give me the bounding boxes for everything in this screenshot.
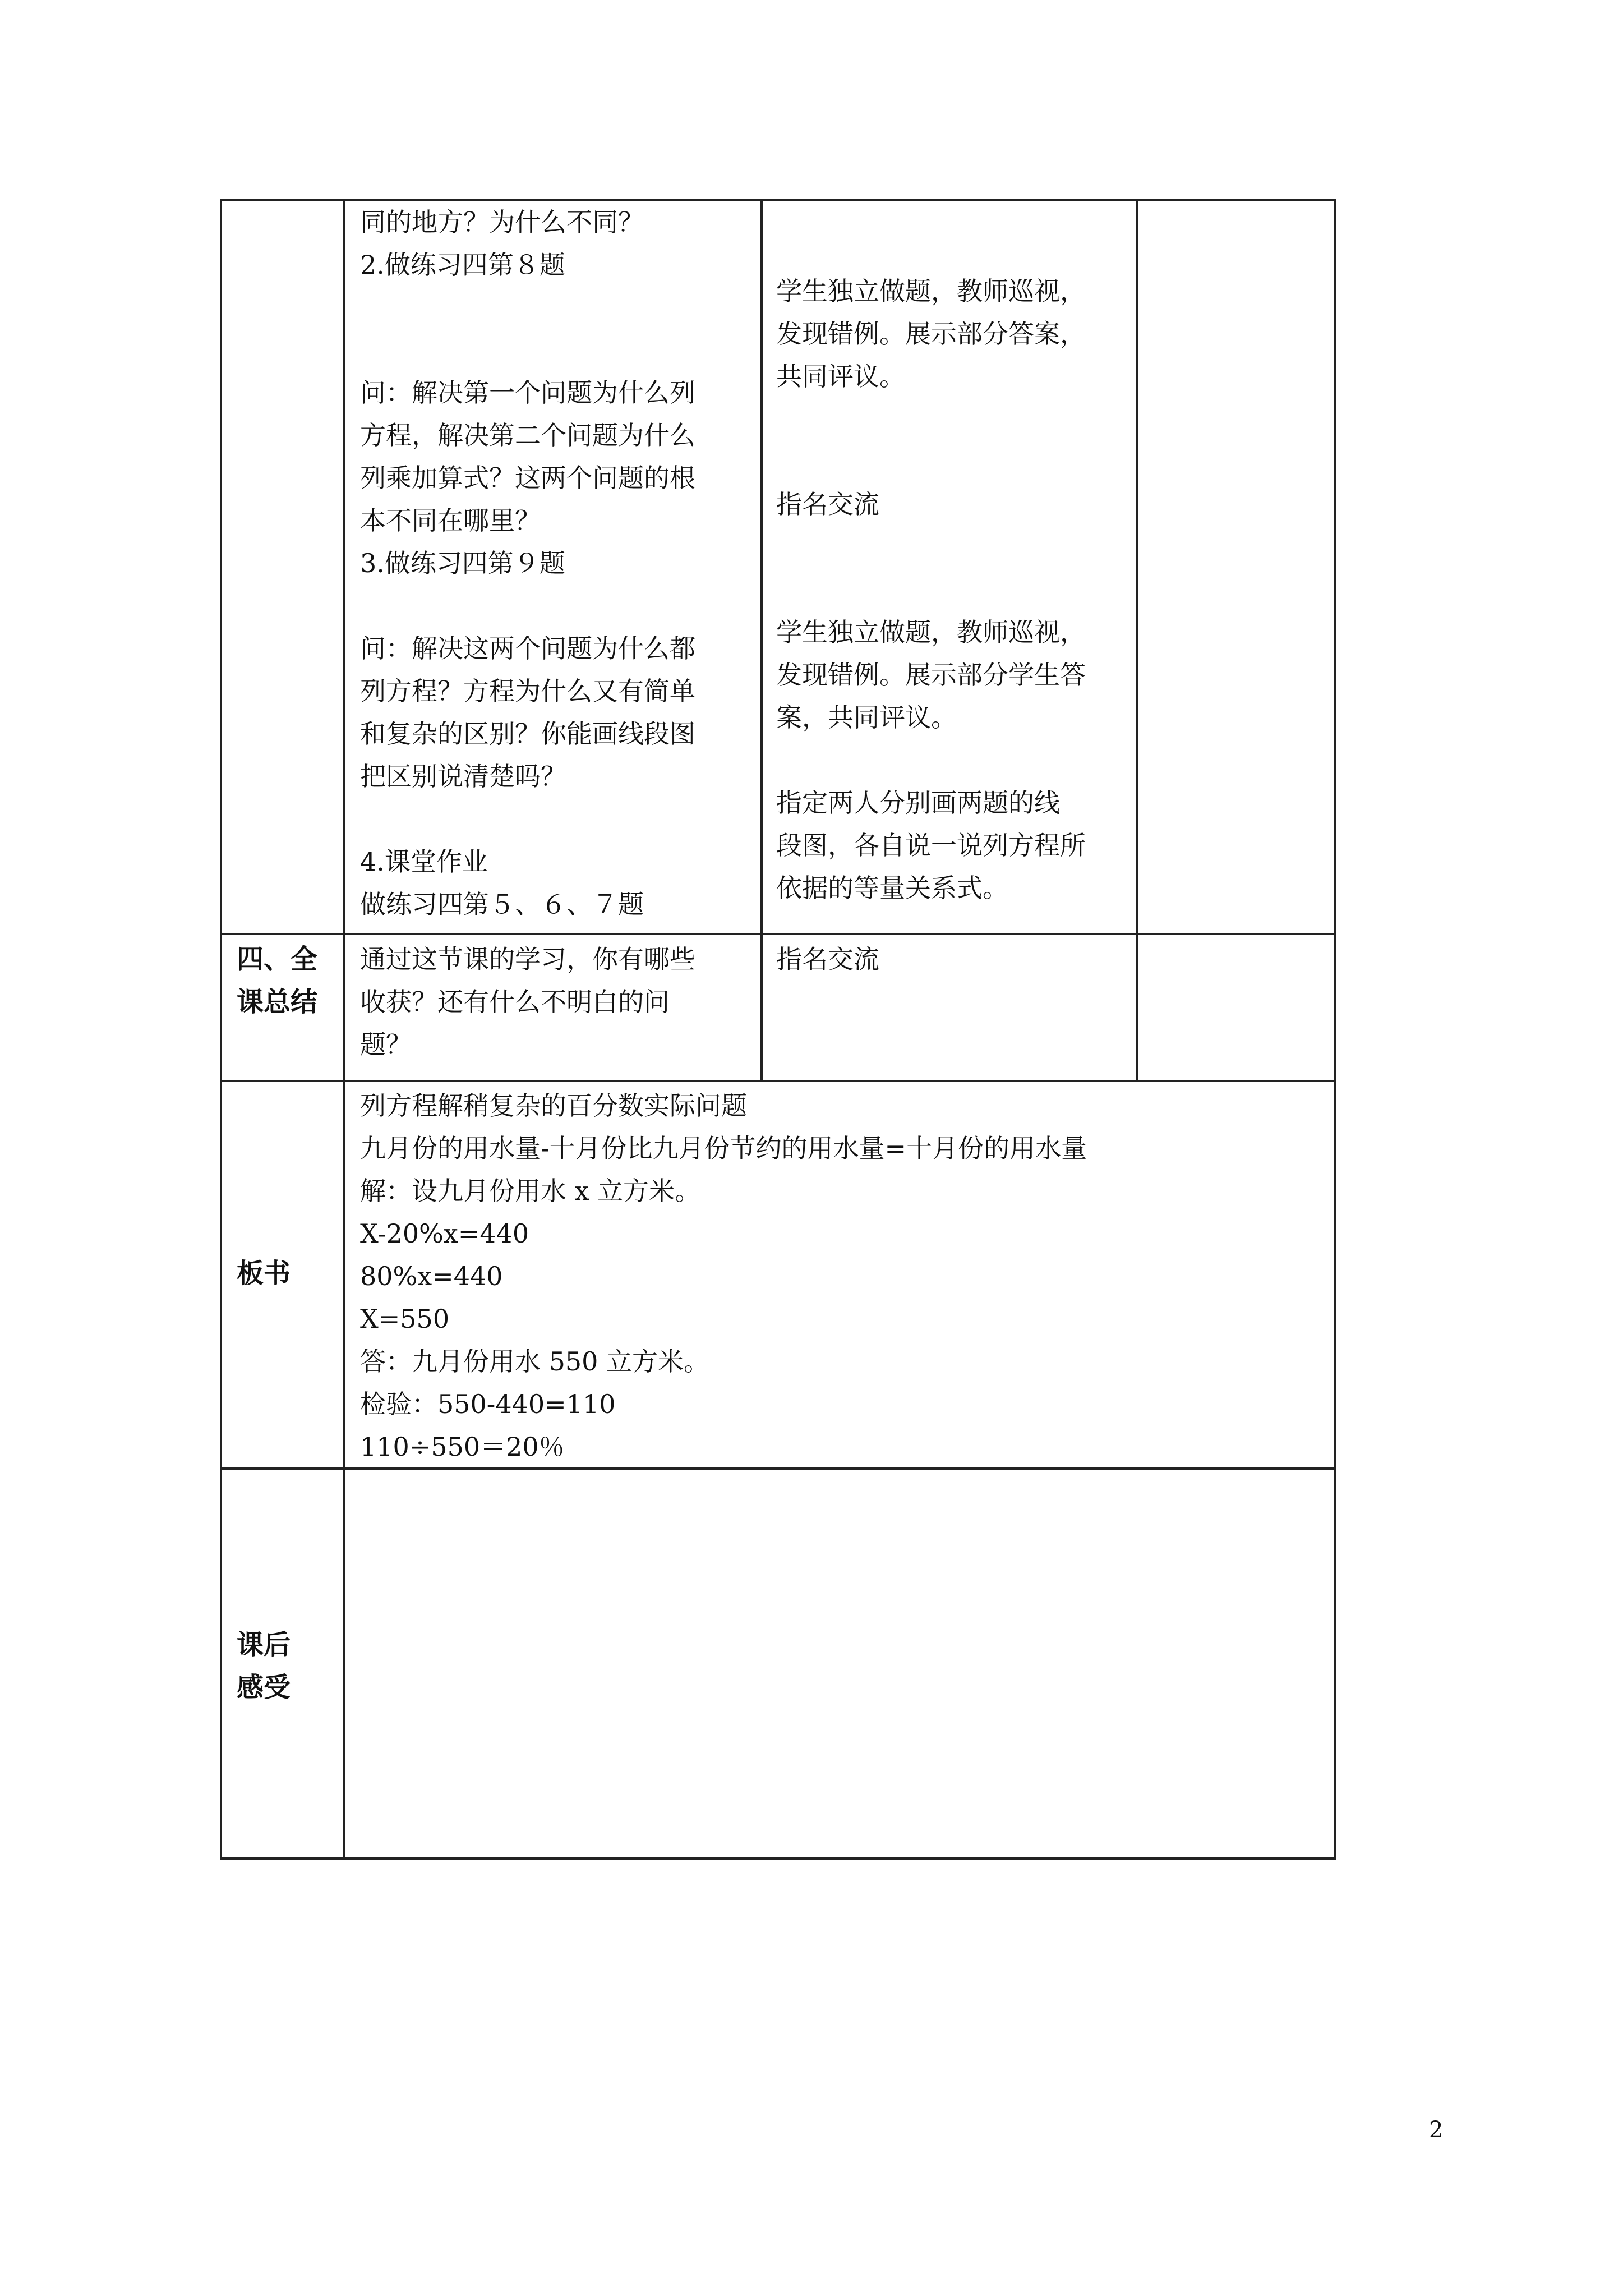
summary-teacher-line: 收获？还有什么不明白的问 [360,987,670,1017]
teacher-line: 2.做练习四第８题 [360,250,565,280]
teacher-line [360,585,695,627]
student-line: 发现错例。展示部分答案， [776,319,1086,349]
reflection-label [237,1623,291,1709]
board-content-cell [360,1084,1087,1468]
board-line: 九月份的用水量-十月份比九月份节约的用水量=十月份的用水量 [360,1133,1087,1163]
summary-teacher-cell [360,938,695,1066]
teacher-line: 和复杂的区别？你能画线段图 [360,719,695,749]
student-line: 案，共同评议。 [776,702,957,733]
student-line [776,227,1086,270]
summary-label-line: 课总结 [237,986,318,1018]
student-line [776,398,1086,440]
board-line: 解：设九月份用水 x 立方米。 [360,1176,701,1206]
teacher-line: 方程，解决第二个问题为什么 [360,420,695,450]
teacher-line: 列乘加算式？这两个问题的根 [360,463,695,493]
reflection-label-line: 课后 [237,1629,291,1660]
teacher-line: 问：解决这两个问题为什么都 [360,633,695,664]
teacher-line: 同的地方？为什么不同？ [360,207,644,237]
table-border-left [220,199,222,1860]
teacher-line: 把区别说清楚吗？ [360,761,566,792]
board-line: X=550 [360,1304,450,1334]
board-line: 80%x=440 [360,1261,503,1291]
summary-teacher-line: 题？ [360,1029,412,1060]
summary-student-line: 指名交流 [776,944,879,974]
board-line: X-20%x=440 [360,1218,529,1249]
student-line: 学生独立做题，教师巡视， [776,617,1086,647]
teacher-line: 做练习四第５、６、７题 [360,889,644,919]
student-line: 指名交流 [776,489,879,519]
summary-student-cell [776,938,879,981]
student-line: 学生独立做题，教师巡视， [776,276,1086,306]
table-border-bottom [220,1857,1336,1860]
teacher-line: 4.课堂作业 [360,846,488,877]
teacher-line: 3.做练习四第９题 [360,548,565,578]
page-number: 2 [1429,2117,1444,2143]
student-activity-cell [776,227,1086,909]
teacher-line: 列方程？方程为什么又有简单 [360,676,695,706]
teacher-line [360,798,695,840]
student-line: 共同评议。 [776,361,905,392]
board-label: 板书 [237,1258,291,1289]
student-line: 段图，各自说一说列方程所 [776,830,1086,861]
board-line: 答：九月份用水 550 立方米。 [360,1346,710,1377]
student-line [776,568,1086,611]
lesson-plan-table [220,199,1336,1860]
summary-teacher-line: 通过这节课的学习，你有哪些 [360,944,695,974]
teacher-line [360,329,695,371]
table-border-right [1334,199,1336,1860]
student-line: 指定两人分别画两题的线 [776,788,1060,818]
board-line: 列方程解稍复杂的百分数实际问题 [360,1091,747,1121]
teacher-line: 问：解决第一个问题为什么列 [360,378,695,408]
board-line: 检验：550-440=110 [360,1389,616,1419]
column-divider [1136,199,1138,1082]
summary-label [237,938,317,1023]
student-line: 依据的等量关系式。 [776,873,1008,903]
student-line [776,440,1086,483]
reflection-content-cell [345,1470,1334,1857]
summary-label-line: 四、全 [237,944,318,975]
teacher-line [360,286,695,329]
teacher-line: 本不同在哪里？ [360,505,541,536]
student-line: 发现错例。展示部分学生答 [776,660,1086,690]
column-divider [760,199,763,1082]
student-line [776,739,1086,781]
board-line: 110÷550＝20％ [360,1432,565,1462]
student-line [776,526,1086,568]
reflection-label-line: 感受 [237,1672,291,1703]
row-divider [220,1080,1336,1082]
row-divider [220,933,1336,935]
teacher-activity-cell [360,201,695,926]
